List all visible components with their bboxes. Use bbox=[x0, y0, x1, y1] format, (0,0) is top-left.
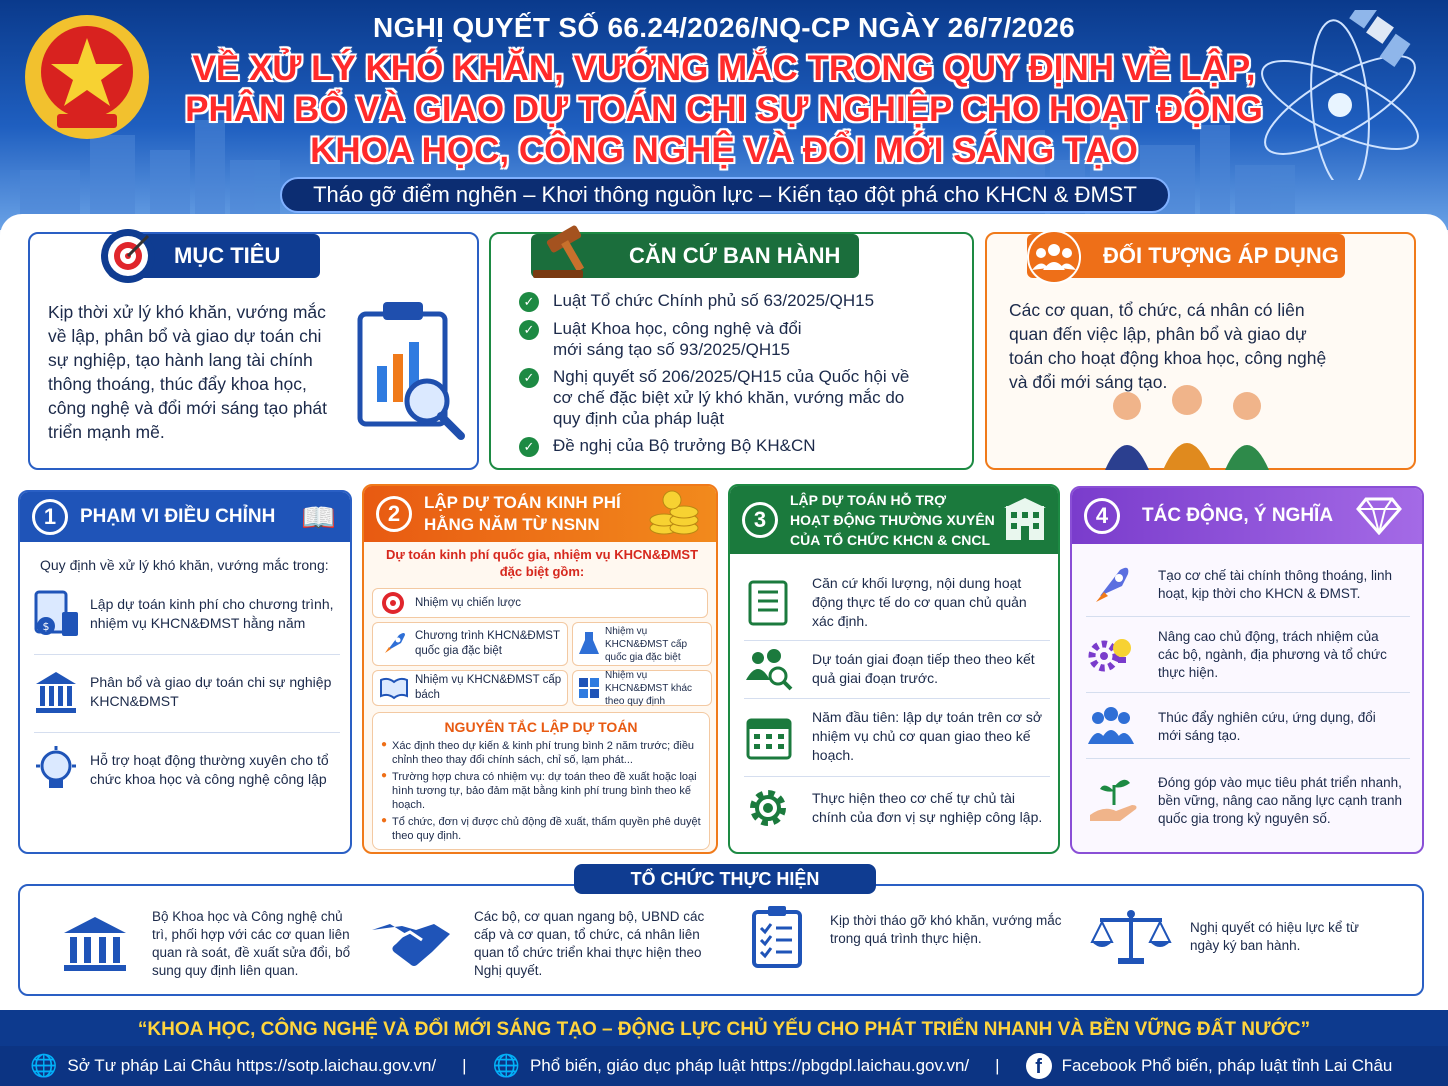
community-icon bbox=[1086, 704, 1136, 750]
basis-item: ✓ Luật Tổ chức Chính phủ số 63/2025/QH15 bbox=[519, 290, 959, 312]
implementation-item: Kịp thời tháo gỡ khó khăn, vướng mắc trong quá trình thực hiện. bbox=[748, 904, 1088, 970]
handshake-icon bbox=[370, 916, 452, 972]
budget-header bbox=[364, 486, 716, 542]
footer-link-doj[interactable]: Sở Tư pháp Lai Châu https://sotp.laichau.gov.vn/ bbox=[67, 1056, 437, 1075]
office-building-icon bbox=[1002, 498, 1048, 542]
check-icon: ✓ bbox=[519, 292, 539, 312]
section-number: 1 bbox=[32, 499, 68, 535]
support-title-line-2: HOẠT ĐỘNG THƯỜNG XUYÊN bbox=[790, 512, 995, 528]
main-title-line-1: VỀ XỬ LÝ KHÓ KHĂN, VƯỚNG MẮC TRONG QUY ĐỊNH VỀ LẬP, bbox=[192, 49, 1256, 88]
basis-item: ✓ Luật Khoa học, công nghệ và đổi mới sáng tạo số 93/2025/QH15 bbox=[519, 318, 959, 360]
budget-title-line-2: HẰNG NĂM TỪ NSNN bbox=[424, 515, 600, 534]
diamond-icon bbox=[1356, 497, 1402, 535]
gear-icon bbox=[744, 784, 794, 832]
gear-lightbulb-icon bbox=[1086, 630, 1136, 680]
impact-item: Nâng cao chủ động, trách nhiệm của các bộ, ngành, địa phương và tổ chức thực hiện. bbox=[1086, 628, 1416, 682]
support-item: Dự toán giai đoạn tiếp theo theo kết quả giai đoạn trước. bbox=[744, 646, 1054, 692]
hand-plant-icon bbox=[1086, 775, 1142, 827]
ministry-building-icon bbox=[60, 913, 130, 975]
check-icon: ✓ bbox=[519, 437, 539, 457]
impact-item: Đóng góp vào mục tiêu phát triển nhanh, bền vững, nâng cao năng lực cạnh tranh quốc gia trong kỷ nguyên số. bbox=[1086, 774, 1420, 828]
scope-card bbox=[18, 490, 352, 854]
budget-grid-item: Chương trình KHCN&ĐMST quốc gia đặc biệt bbox=[372, 622, 568, 666]
objective-card bbox=[28, 232, 479, 470]
subjects-text: Các cơ quan, tổ chức, cá nhân có liên quan đến việc lập, phân bổ và giao dự toán cho hoạt động khoa học, công nghệ và đổi mới sáng tạo. bbox=[1009, 300, 1327, 392]
scope-header bbox=[20, 492, 350, 542]
implementation-item: Bộ Khoa học và Công nghệ chủ trì, phối hợp với các cơ quan liên quan rà soát, đề xuất sửa đổi, bổ sung quy định liên quan. bbox=[60, 908, 360, 980]
footer-separator: | bbox=[995, 1056, 1000, 1075]
scope-title: PHẠM VI ĐIỀU CHỈNH bbox=[80, 506, 276, 527]
scope-item: Hỗ trợ hoạt động thường xuyên cho tổ chức khoa học và công nghệ công lập bbox=[32, 744, 352, 796]
basis-list bbox=[519, 290, 959, 463]
lightbulb-icon bbox=[32, 744, 80, 796]
impact-item: Tạo cơ chế tài chính thông thoáng, linh hoạt, kịp thời cho KHCN & ĐMST. bbox=[1086, 560, 1416, 610]
scope-intro: Quy định về xử lý khó khăn, vướng mắc trong: bbox=[40, 557, 329, 573]
bullet-icon: ● bbox=[381, 770, 388, 781]
support-title-line-1: LẬP DỰ TOÁN HỖ TRỢ bbox=[790, 492, 947, 508]
gavel-icon bbox=[529, 224, 599, 282]
principle-item: ● Tổ chức, đơn vị được chủ động đề xuất, thẩm quyền phê duyệt theo quy định. bbox=[381, 815, 701, 842]
scope-item: Phân bổ và giao dự toán chi sự nghiệp KHCN&ĐMST bbox=[32, 668, 342, 716]
checklist-document-icon bbox=[744, 578, 794, 628]
support-card bbox=[728, 484, 1060, 854]
svg-text:$: $ bbox=[42, 620, 50, 633]
bullet-icon: ● bbox=[381, 739, 388, 750]
principles-box bbox=[372, 712, 710, 850]
budget-title-line-1: LẬP DỰ TOÁN KINH PHÍ bbox=[424, 493, 621, 512]
principle-item: ● Xác định theo dự kiến & kinh phí trung bình 2 năm trước; điều chỉnh theo thay đổi chính sách, chỉ số, lạm phát... bbox=[381, 739, 695, 766]
calendar-icon bbox=[744, 712, 794, 762]
impact-item: Thúc đẩy nghiên cứu, ứng dụng, đổi mới sáng tạo. bbox=[1086, 704, 1416, 750]
subjects-card bbox=[985, 232, 1416, 470]
header-banner bbox=[0, 0, 1448, 230]
group-people-icon bbox=[1023, 230, 1085, 284]
subjects-title: ĐỐI TƯỢNG ÁP DỤNG bbox=[1027, 234, 1345, 278]
impact-card bbox=[1070, 486, 1424, 854]
objective-title: MỤC TIÊU bbox=[108, 234, 320, 278]
flask-icon bbox=[577, 630, 601, 658]
implementation-item: Nghị quyết có hiệu lực kể từ ngày ký ban hành. bbox=[1090, 908, 1410, 966]
check-icon: ✓ bbox=[519, 368, 539, 388]
impact-header bbox=[1072, 488, 1422, 544]
support-item: Thực hiện theo cơ chế tự chủ tài chính của đơn vị sự nghiệp công lập. bbox=[744, 784, 1054, 832]
target-icon bbox=[381, 591, 405, 615]
subtitle-banner: Tháo gỡ điểm nghẽn – Khơi thông nguồn lực – Kiến tạo đột phá cho KHCN & ĐMST bbox=[280, 177, 1170, 213]
rocket-icon bbox=[1086, 560, 1136, 610]
basis-item: ✓ Đề nghị của Bộ trưởng Bộ KH&CN bbox=[519, 435, 959, 457]
principles-title: NGUYÊN TẮC LẬP DỰ TOÁN bbox=[444, 719, 638, 735]
bullet-icon: ● bbox=[381, 815, 388, 826]
budget-item-strategic: Nhiệm vụ chiến lược bbox=[372, 588, 708, 618]
government-building-icon bbox=[32, 668, 80, 716]
budget-grid-item: Nhiệm vụ KHCN&ĐMST khác theo quy định bbox=[572, 670, 712, 706]
book-icon: 📖 bbox=[301, 501, 336, 533]
budget-subtitle: Dự toán kinh phí quốc gia, nhiệm vụ KHCN&ĐMST đặc biệt gồm: bbox=[385, 547, 699, 579]
rocket-icon bbox=[379, 629, 409, 659]
globe-icon: 🌐 bbox=[30, 1053, 58, 1078]
budget-document-icon bbox=[32, 588, 80, 640]
footer-link-pbgdpl[interactable]: Phổ biến, giáo dục pháp luật https://pbgdpl.laichau.gov.vn/ bbox=[529, 1056, 970, 1075]
clipboard-chart-icon bbox=[355, 296, 470, 446]
facebook-icon: f bbox=[1026, 1053, 1052, 1079]
scales-of-justice-icon bbox=[1090, 908, 1172, 966]
footer-link-facebook[interactable]: Facebook Phổ biến, pháp luật tỉnh Lai Châu bbox=[1061, 1056, 1393, 1075]
implementation-title: TỔ CHỨC THỰC HIỆN bbox=[574, 864, 876, 894]
basis-item: ✓ Nghị quyết số 206/2025/QH15 của Quốc hội về cơ chế đặc biệt xử lý khó khăn, vướng mắc do quy định của pháp luật bbox=[519, 366, 959, 429]
footer-links bbox=[0, 1046, 1448, 1086]
footer-separator: | bbox=[462, 1056, 467, 1075]
slogan-banner: “KHOA HỌC, CÔNG NGHỆ VÀ ĐỔI MỚI SÁNG TẠO – ĐỘNG LỰC CHỦ YẾU CHO PHÁT TRIỂN NHANH VÀ BỀN VỮNG ĐẤT NƯỚC” bbox=[0, 1010, 1448, 1050]
grid-apps-icon bbox=[577, 676, 601, 700]
globe-icon: 🌐 bbox=[492, 1053, 520, 1078]
basis-card bbox=[489, 232, 974, 470]
impact-title: TÁC ĐỘNG, Ý NGHĨA bbox=[1142, 505, 1334, 526]
main-title-line-2: PHÂN BỔ VÀ GIAO DỰ TOÁN CHI SỰ NGHIỆP CHO HOẠT ĐỘNG bbox=[185, 90, 1263, 129]
team-search-icon bbox=[744, 646, 794, 692]
scope-item: $ Lập dự toán kinh phí cho chương trình, nhiệm vụ KHCN&ĐMST hằng năm bbox=[32, 588, 342, 640]
section-number: 4 bbox=[1084, 498, 1120, 534]
people-illustration bbox=[1097, 384, 1277, 470]
budget-grid-item: Nhiệm vụ KHCN&ĐMST cấp bách bbox=[372, 670, 568, 706]
principle-item: ● Trường hợp chưa có nhiệm vụ: dự toán theo đề xuất hoặc loại hình tương tự, bảo đảm mặt bằng kinh phí trung bình theo kế hoạch. bbox=[381, 770, 697, 811]
basis-title: CĂN CỨ BAN HÀNH bbox=[531, 234, 859, 278]
open-book-icon bbox=[379, 676, 409, 700]
section-number: 3 bbox=[742, 502, 778, 538]
coins-icon bbox=[646, 490, 700, 538]
section-number: 2 bbox=[376, 496, 412, 532]
checklist-clipboard-icon bbox=[748, 904, 808, 970]
implementation-card bbox=[18, 884, 1424, 996]
support-item: Căn cứ khối lượng, nội dung hoạt động thực tế do cơ quan chủ quản xác định. bbox=[744, 574, 1054, 631]
support-header bbox=[730, 486, 1058, 554]
budget-card bbox=[362, 484, 718, 854]
check-icon: ✓ bbox=[519, 320, 539, 340]
budget-grid-item: Nhiệm vụ KHCN&ĐMST cấp quốc gia đặc biệt bbox=[572, 622, 712, 666]
target-icon bbox=[100, 228, 156, 284]
objective-text: Kịp thời xử lý khó khăn, vướng mắc về lập, phân bổ và giao dự toán chi sự nghiệp, tạo hành lang tài chính thông thoáng, thúc đẩy khoa học, công nghệ và đổi mới sáng tạo phát triển mạnh mẽ. bbox=[48, 302, 328, 442]
support-title-line-3: CỦA TỔ CHỨC KHCN & CNCL bbox=[790, 532, 991, 548]
implementation-item: Các bộ, cơ quan ngang bộ, UBND các cấp và cơ quan, tổ chức, cá nhân liên quan tổ chức triển khai thực hiện theo Nghị quyết. bbox=[370, 908, 720, 980]
main-title-line-3: KHOA HỌC, CÔNG NGHỆ VÀ ĐỔI MỚI SÁNG TẠO bbox=[310, 131, 1138, 170]
support-item: Năm đầu tiên: lập dự toán trên cơ sở nhiệm vụ chủ cơ quan giao theo kế hoạch. bbox=[744, 708, 1054, 765]
resolution-number: NGHỊ QUYẾT SỐ 66.24/2026/NQ-CP NGÀY 26/7/2026 bbox=[373, 12, 1075, 43]
